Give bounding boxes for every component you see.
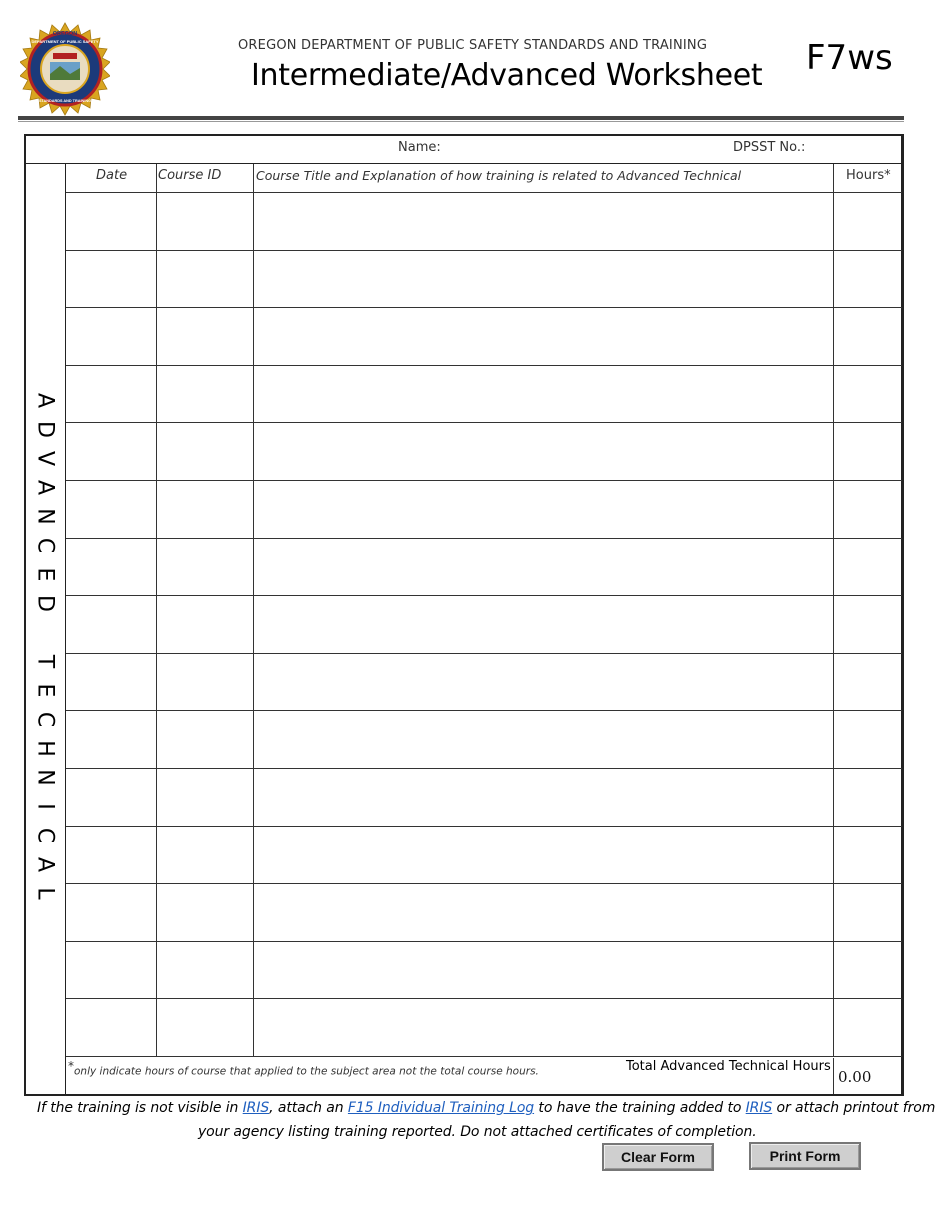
course-id-field[interactable]: [157, 711, 252, 767]
side-label-letter: I: [32, 803, 58, 810]
date-field[interactable]: [67, 596, 155, 652]
date-field[interactable]: [67, 999, 155, 1055]
course-title-field[interactable]: [254, 711, 832, 767]
column-header-course-id: Course ID: [158, 168, 222, 183]
date-field[interactable]: [67, 423, 155, 479]
date-field[interactable]: [67, 481, 155, 537]
instruction-text: If the training is not visible in: [37, 1100, 243, 1116]
date-field[interactable]: [67, 884, 155, 940]
side-label-letter: T: [32, 654, 58, 669]
column-header-date: Date: [96, 168, 128, 183]
hours-field[interactable]: [834, 539, 901, 595]
page-title: Intermediate/Advanced Worksheet: [251, 58, 763, 93]
side-label-letter: N: [32, 769, 58, 786]
side-label-letter: C: [32, 711, 58, 728]
side-label-letter: C: [32, 537, 58, 554]
hours-field[interactable]: [834, 827, 901, 883]
date-field[interactable]: [67, 539, 155, 595]
side-label-advanced-technical: [24, 386, 66, 908]
total-hours-value: 0.00: [838, 1068, 872, 1086]
date-field[interactable]: [67, 251, 155, 307]
course-title-field[interactable]: [254, 481, 832, 537]
seal-top-text: OREGON: [52, 31, 78, 37]
course-id-field[interactable]: [157, 654, 252, 710]
instruction-text: to have the training added to: [534, 1100, 746, 1116]
hours-field[interactable]: [834, 942, 901, 998]
side-label-letter: A: [32, 479, 58, 496]
side-label-letter: L: [32, 887, 58, 900]
hours-field[interactable]: [834, 711, 901, 767]
course-title-field[interactable]: [254, 539, 832, 595]
seal-bottom-text: STANDARDS AND TRAINING: [38, 99, 92, 103]
dpsst-seal-logo: [20, 22, 110, 116]
course-id-field[interactable]: [157, 193, 252, 249]
course-title-field[interactable]: [254, 251, 832, 307]
hours-field[interactable]: [834, 999, 901, 1055]
total-hours-label: Total Advanced Technical Hours: [626, 1059, 831, 1074]
form-code: F7ws: [806, 38, 893, 78]
course-id-field[interactable]: [157, 769, 252, 825]
hours-field[interactable]: [834, 193, 901, 249]
side-label-letter: H: [32, 740, 58, 757]
iris-link[interactable]: IRIS: [745, 1100, 773, 1116]
side-label-letter: D: [32, 595, 58, 612]
hours-field[interactable]: [834, 596, 901, 652]
hours-field[interactable]: [834, 251, 901, 307]
hours-field[interactable]: [834, 308, 901, 364]
hours-field[interactable]: [834, 884, 901, 940]
course-title-field[interactable]: [254, 366, 832, 422]
date-field[interactable]: [67, 654, 155, 710]
course-title-field[interactable]: [254, 942, 832, 998]
date-field[interactable]: [67, 827, 155, 883]
course-id-field[interactable]: [157, 596, 252, 652]
seal-ring-text: DEPARTMENT OF PUBLIC SAFETY: [31, 39, 99, 44]
date-field[interactable]: [67, 308, 155, 364]
date-field[interactable]: [67, 769, 155, 825]
instruction-text: , attach an: [269, 1100, 348, 1116]
column-header-hours: Hours*: [846, 168, 891, 183]
f15-training-log-link[interactable]: F15 Individual Training Log: [347, 1100, 535, 1116]
dpsst-number-label: DPSST No.:: [733, 140, 806, 155]
course-id-field[interactable]: [157, 827, 252, 883]
column-header-course-title: Course Title and Explanation of how training is related to Advanced Technical: [256, 168, 742, 183]
header-rule-thin: [18, 121, 904, 122]
side-label-letter: D: [32, 421, 58, 438]
hours-footnote: [68, 1059, 539, 1078]
side-label-letter: C: [32, 827, 58, 844]
print-form-button[interactable]: Print Form: [749, 1142, 861, 1170]
course-title-field[interactable]: [254, 654, 832, 710]
footnote-text: only indicate hours of course that applied to the subject area not the total course hours.: [74, 1065, 539, 1078]
side-label-letter: E: [32, 567, 58, 582]
course-title-field[interactable]: [254, 999, 832, 1055]
date-field[interactable]: [67, 711, 155, 767]
instruction-line-2: your agency listing training reported. Do not attached certificates of completion.: [198, 1124, 757, 1140]
course-id-field[interactable]: [157, 423, 252, 479]
side-label-column: [24, 164, 66, 1096]
date-field[interactable]: [67, 193, 155, 249]
row-divider: [66, 1056, 902, 1057]
agency-name: OREGON DEPARTMENT OF PUBLIC SAFETY STANDARDS AND TRAINING: [238, 38, 708, 53]
date-field[interactable]: [67, 366, 155, 422]
side-label-letter: N: [32, 508, 58, 525]
course-title-field[interactable]: [254, 193, 832, 249]
name-label: Name:: [398, 140, 441, 155]
side-label-letter: E: [32, 683, 58, 698]
seal-banner: [53, 53, 77, 59]
course-id-field[interactable]: [157, 539, 252, 595]
course-title-field[interactable]: [254, 827, 832, 883]
clear-form-button[interactable]: Clear Form: [602, 1143, 714, 1171]
course-title-field[interactable]: [254, 308, 832, 364]
iris-link[interactable]: IRIS: [242, 1100, 270, 1116]
hours-field[interactable]: [834, 423, 901, 479]
course-id-field[interactable]: [157, 999, 252, 1055]
course-id-field[interactable]: [157, 884, 252, 940]
date-field[interactable]: [67, 942, 155, 998]
course-id-field[interactable]: [157, 942, 252, 998]
course-title-field[interactable]: [254, 423, 832, 479]
side-label-letter: A: [32, 392, 58, 409]
side-label-letter: A: [32, 856, 58, 873]
course-id-field[interactable]: [157, 481, 252, 537]
course-id-field[interactable]: [157, 251, 252, 307]
side-label-letter: V: [32, 450, 58, 467]
course-id-field[interactable]: [157, 308, 252, 364]
instruction-text: or attach printout from: [772, 1100, 936, 1116]
course-title-field[interactable]: [254, 596, 832, 652]
course-id-field[interactable]: [157, 366, 252, 422]
hours-field[interactable]: [834, 654, 901, 710]
hours-field[interactable]: [834, 366, 901, 422]
instruction-line-1: [37, 1100, 935, 1116]
course-title-field[interactable]: [254, 769, 832, 825]
header-rule: [18, 116, 904, 120]
footnote-mark: *: [68, 1059, 74, 1073]
course-title-field[interactable]: [254, 884, 832, 940]
hours-field[interactable]: [834, 481, 901, 537]
hours-field[interactable]: [834, 769, 901, 825]
